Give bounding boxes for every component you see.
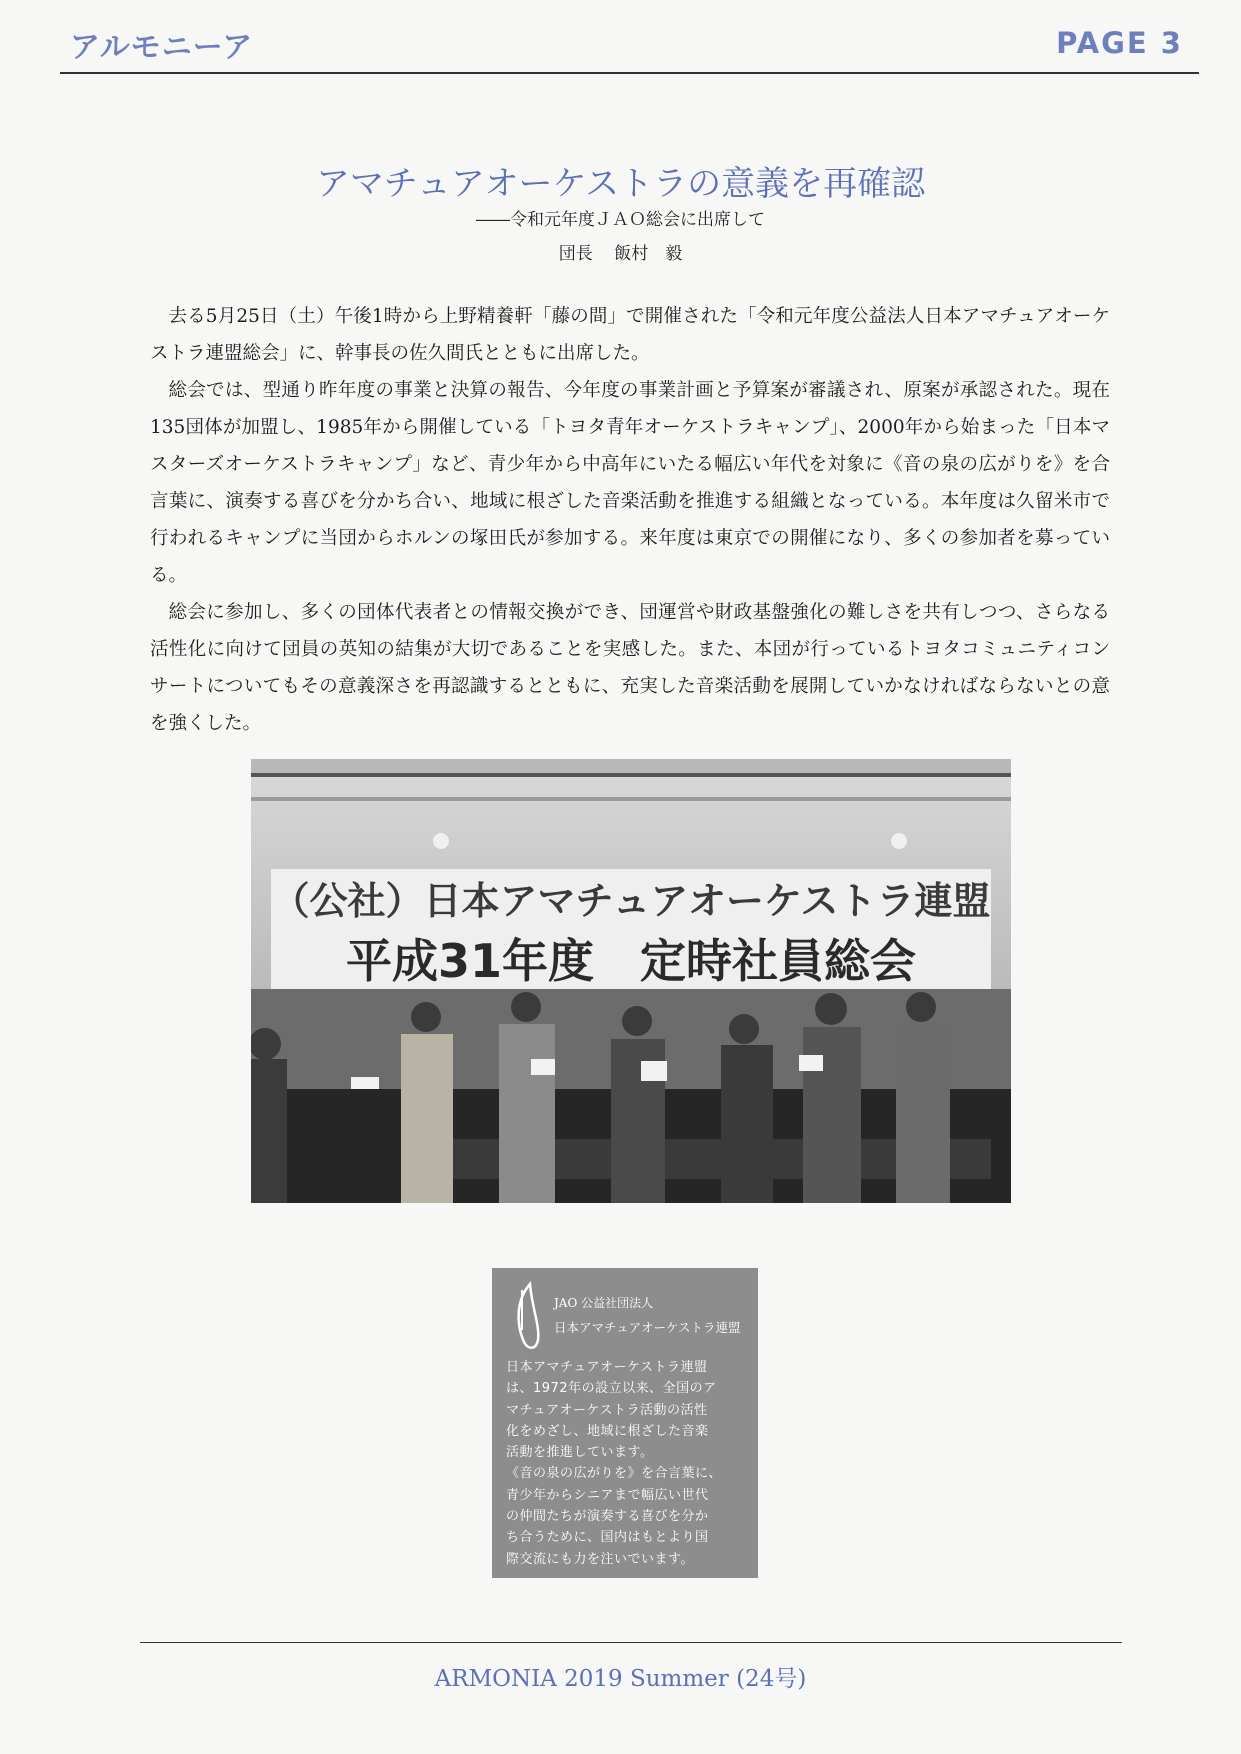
author-name: 飯村 毅 — [614, 244, 683, 264]
article-author — [0, 239, 1241, 264]
magazine-logo: アルモニーア — [70, 30, 254, 65]
jao-org-line-2: 日本アマチュアオーケストラ連盟 — [554, 1320, 741, 1335]
article-title: アマチュアオーケストラの意義を再確認 — [315, 164, 926, 204]
article-subtitle: ――令和元年度ＪＡＯ総会に出席して — [476, 210, 765, 230]
jao-line: 《音の泉の広がりを》を合言葉に、 — [506, 1466, 723, 1482]
jao-org-line-1: JAO 公益社団法人 — [554, 1296, 654, 1310]
paragraph: 去る5月25日（土）午後1時から上野精養軒「藤の間」で開催された「令和元年度公益法人日本アマチュアオーケストラ連盟総会」に、幹事長の佐久間氏とともに出席した。 — [150, 306, 1110, 364]
footer-issue: ARMONIA 2019 Summer (24号) — [434, 1666, 807, 1692]
header-rule — [60, 72, 1199, 74]
paragraph: 総会に参加し、多くの団体代表者との情報交換ができ、団運営や財政基盤強化の難しさを共有しつつ、さらなる活性化に向けて団員の英知の結集が大切であることを実感した。また、本団が行っているトヨタコミュニティコンサートについてもその意義深さを再認識するとともに、充実した音楽活動を展開していかなければならないとの意を強くした。 — [150, 602, 1110, 734]
meeting-photo — [251, 759, 1011, 1203]
jao-line: 青少年からシニアまで幅広い世代 — [506, 1487, 709, 1503]
jao-line: の仲間たちが演奏する喜びを分か — [506, 1509, 709, 1525]
jao-line: 日本アマチュアオーケストラ連盟 — [506, 1360, 708, 1375]
banner-line-2: 平成31年度 定時社員総会 — [345, 934, 917, 988]
jao-line: は、1972年の設立以来、全国のア — [506, 1381, 717, 1397]
author-role: 団長 — [558, 244, 593, 264]
banner-line-1: （公社）日本アマチュアオーケストラ連盟 — [271, 879, 991, 923]
jao-line: ち合うために、国内はもとより国 — [506, 1530, 709, 1546]
page-number: PAGE 3 — [1056, 26, 1183, 60]
jao-line: マチュアオーケストラ活動の活性 — [506, 1402, 708, 1418]
jao-line: 活動を推進しています。 — [506, 1445, 654, 1461]
jao-line: 際交流にも力を注いでいます。 — [506, 1551, 694, 1567]
paragraph: 総会では、型通り昨年度の事業と決算の報告、今年度の事業計画と予算案が審議され、原案が承認された。現在135団体が加盟し、1985年から開催している「トヨタ青年オーケストラキャンプ」、2000年から始まった「日本マスターズオーケストラキャンプ」など、青少年から中高年にいたる幅広い年代を対象に《音の泉の広がりを》を合言葉に、演奏する喜びを分かち合い、地域に根ざした音楽活動を推進する組織となっている。本年度は久留米市で行われるキャンプに当団からホルンの塚田氏が参加する。来年度は東京での開催になり、多くの参加者を募っている。 — [150, 380, 1110, 586]
jao-line: 化をめざし、地域に根ざした音楽 — [506, 1423, 709, 1439]
footer-rule — [140, 1642, 1122, 1643]
article-body — [150, 298, 1110, 742]
jao-logo-icon — [502, 1280, 550, 1356]
jao-info-box — [492, 1268, 758, 1578]
jao-description — [506, 1357, 746, 1570]
